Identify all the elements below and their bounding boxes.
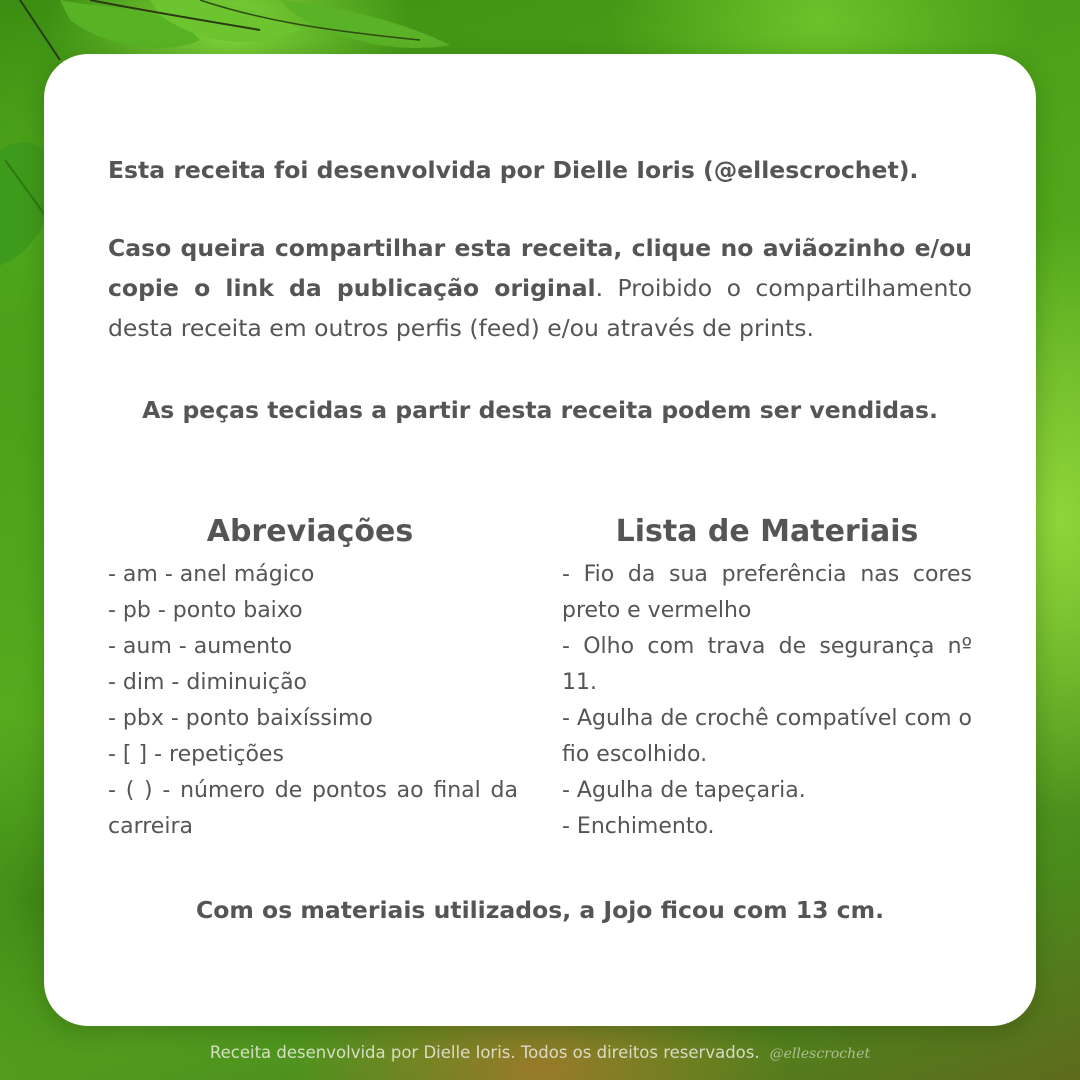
abbreviation-item: - am - anel mágico xyxy=(108,562,315,587)
materials-title: Lista de Materiais xyxy=(615,514,919,549)
materials-list xyxy=(562,557,972,845)
share-notice xyxy=(108,228,972,348)
abbreviations-list xyxy=(108,557,518,845)
material-item: - Agulha de tapeçaria. xyxy=(562,778,806,803)
abbreviation-item: - pb - ponto baixo xyxy=(108,598,303,623)
footer-signature: @ellescrochet xyxy=(769,1046,871,1062)
material-item: - Enchimento. xyxy=(562,814,715,839)
share-notice-bold: Caso queira compartilhar esta receita, clique no aviãozinho e/ou copie o link da publicação original xyxy=(108,234,972,302)
abbreviation-item: - ( ) - número de pontos ao final da carreira xyxy=(108,778,518,839)
credit-text: Esta receita foi desenvolvida por Dielle Ioris (@ellescrochet). xyxy=(108,156,919,184)
material-item: - Olho com trava de segurança nº 11. xyxy=(562,634,972,695)
abbreviation-item: - aum - aumento xyxy=(108,634,293,659)
abbreviations-title: Abreviações xyxy=(206,514,414,549)
abbreviation-item: - [ ] - repetições xyxy=(108,742,284,767)
abbreviation-item: - dim - diminuição xyxy=(108,670,308,695)
footer xyxy=(0,1040,1080,1067)
info-card xyxy=(44,54,1036,1026)
material-item: - Agulha de crochê compatível com o fio escolhido. xyxy=(562,706,972,767)
final-note: Com os materiais utilizados, a Jojo ficou com 13 cm. xyxy=(195,896,885,924)
share-notice-rest: . Proibido o compartilhamento desta receita em outros perfis (feed) e/ou através de prints. xyxy=(108,274,972,342)
abbreviation-item: - pbx - ponto baixíssimo xyxy=(108,706,373,731)
footer-text: Receita desenvolvida por Dielle Ioris. Todos os direitos reservados. xyxy=(209,1043,760,1062)
sell-notice: As peças tecidas a partir desta receita podem ser vendidas. xyxy=(142,396,938,424)
material-item: - Fio da sua preferência nas cores preto e vermelho xyxy=(562,562,972,623)
